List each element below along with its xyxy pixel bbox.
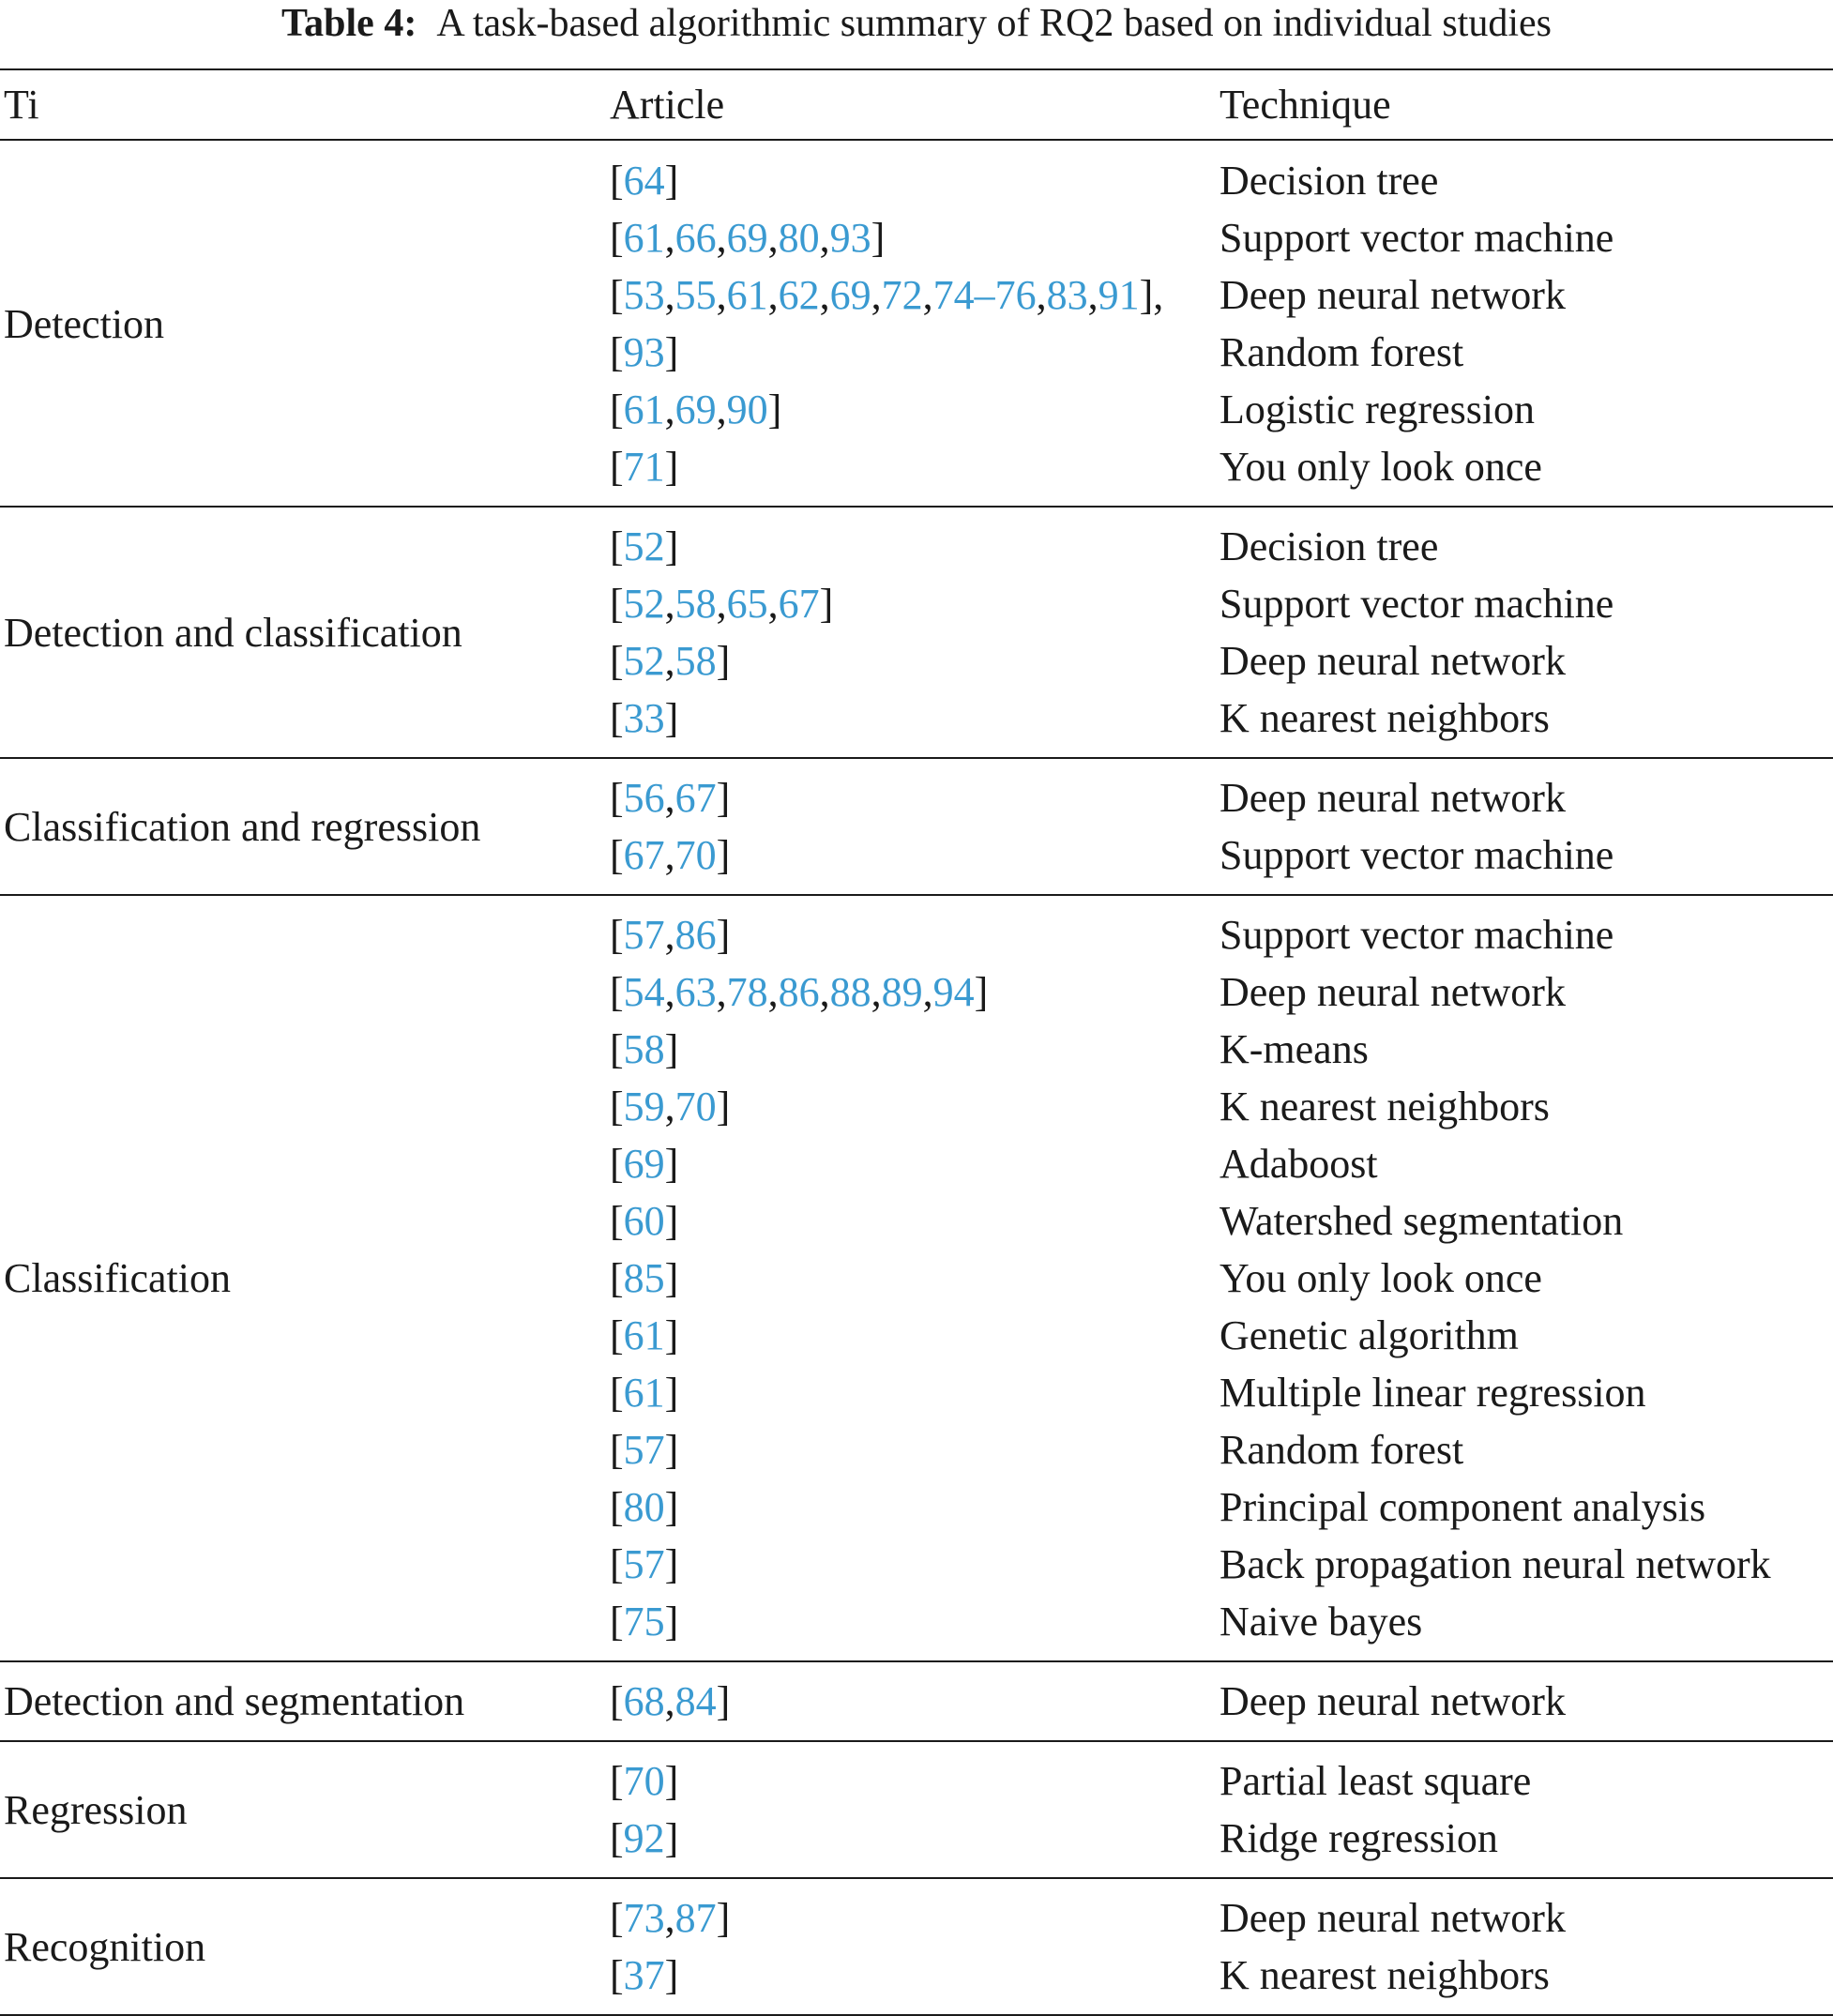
bracket-close: ] <box>716 1895 731 1941</box>
technique-cell: Logistic regression <box>1219 387 1536 432</box>
group-rule <box>0 894 1833 896</box>
group-rule <box>0 757 1833 759</box>
ref-separator: , <box>664 1678 675 1724</box>
technique-cell: Principal component analysis <box>1219 1484 1706 1530</box>
article-refs <box>610 152 678 209</box>
table-caption-text: A task-based algorithmic summary of RQ2 based on individual studies <box>436 2 1552 45</box>
ref-separator: , <box>664 969 675 1015</box>
bracket-close: ] <box>819 581 834 627</box>
ref-separator: , <box>767 581 779 627</box>
bracket-open: [ <box>610 215 624 261</box>
bracket-open: [ <box>610 1427 624 1473</box>
reference-link[interactable]: 61 <box>726 272 768 318</box>
bracket-close: ] <box>716 1084 731 1129</box>
reference-link[interactable]: 84 <box>674 1678 717 1724</box>
bracket-open: [ <box>610 1370 624 1416</box>
reference-link[interactable]: 64 <box>623 158 665 204</box>
reference-link[interactable]: 61 <box>623 215 665 261</box>
bracket-open: [ <box>610 1541 624 1587</box>
reference-link[interactable]: 61 <box>623 1312 665 1358</box>
technique-cell: Support vector machine <box>1219 832 1614 878</box>
bracket-close: ] <box>767 387 782 432</box>
ref-separator: , <box>664 1895 675 1941</box>
ref-separator: , <box>664 215 675 261</box>
article-refs <box>610 1536 678 1593</box>
article-refs <box>610 575 833 632</box>
reference-link[interactable]: 52 <box>623 638 665 684</box>
bracket-close: ] <box>664 523 679 569</box>
task-cell: Recognition <box>4 1923 206 1970</box>
technique-cell: Support vector machine <box>1219 581 1614 627</box>
reference-link[interactable]: 69 <box>829 272 871 318</box>
reference-link[interactable]: 90 <box>726 387 768 432</box>
reference-link[interactable]: 60 <box>623 1198 665 1244</box>
reference-link[interactable]: 70 <box>674 1084 717 1129</box>
article-refs <box>610 209 885 266</box>
article-refs <box>610 769 730 826</box>
bracket-close: ] <box>664 1484 679 1530</box>
bracket-close: ] <box>664 1255 679 1301</box>
bracket-close: ] <box>664 1758 679 1804</box>
reference-link[interactable]: 53 <box>623 272 665 318</box>
ref-separator: , <box>871 969 882 1015</box>
task-cell: Detection and segmentation <box>4 1678 465 1724</box>
header-technique: Technique <box>1219 82 1391 128</box>
group-rule <box>0 1740 1833 1742</box>
technique-cell: Watershed segmentation <box>1219 1198 1624 1244</box>
ref-separator: , <box>922 969 933 1015</box>
technique-cell: Naive bayes <box>1219 1599 1423 1645</box>
technique-cell: Deep neural network <box>1219 1678 1566 1724</box>
bracket-open: [ <box>610 1141 624 1187</box>
ref-separator: , <box>819 272 830 318</box>
reference-link[interactable]: 54 <box>623 969 665 1015</box>
reference-link[interactable]: 68 <box>623 1678 665 1724</box>
reference-link[interactable]: 58 <box>674 638 717 684</box>
reference-link[interactable]: 85 <box>623 1255 665 1301</box>
technique-cell: K nearest neighbors <box>1219 1952 1550 1998</box>
article-refs <box>610 438 678 495</box>
article-refs <box>610 266 1163 324</box>
reference-link[interactable]: 67 <box>674 775 717 821</box>
bracket-close: ] <box>664 1198 679 1244</box>
reference-link[interactable]: 61 <box>623 1370 665 1416</box>
ref-separator: , <box>716 969 727 1015</box>
table-caption <box>0 0 1833 47</box>
reference-link[interactable]: 37 <box>623 1952 665 1998</box>
technique-cell: Random forest <box>1219 1427 1464 1473</box>
bracket-open: [ <box>610 1599 624 1645</box>
bracket-close: ] <box>974 969 989 1015</box>
bracket-close: ] <box>664 695 679 741</box>
bracket-close: ] <box>716 638 731 684</box>
reference-link[interactable]: 67 <box>778 581 820 627</box>
bracket-open: [ <box>610 1084 624 1129</box>
bracket-open: [ <box>610 272 624 318</box>
reference-link[interactable]: 91 <box>1098 272 1140 318</box>
technique-cell: Random forest <box>1219 329 1464 375</box>
bracket-close: ] <box>716 912 731 958</box>
article-refs <box>610 1810 678 1867</box>
technique-cell: K nearest neighbors <box>1219 1084 1550 1129</box>
reference-link[interactable]: 92 <box>623 1815 665 1861</box>
bracket-open: [ <box>610 1895 624 1941</box>
technique-cell: Deep neural network <box>1219 969 1566 1015</box>
reference-link[interactable]: 55 <box>674 272 717 318</box>
ref-separator: , <box>819 969 830 1015</box>
bracket-open: [ <box>610 969 624 1015</box>
reference-link[interactable]: 65 <box>726 581 768 627</box>
reference-link[interactable]: 69 <box>623 1141 665 1187</box>
technique-cell: Support vector machine <box>1219 215 1614 261</box>
reference-link[interactable]: 86 <box>674 912 717 958</box>
ref-separator: , <box>664 912 675 958</box>
technique-cell: Support vector machine <box>1219 912 1614 958</box>
article-refs <box>610 906 730 963</box>
task-cell: Detection and classification <box>4 609 462 656</box>
ref-separator: , <box>767 272 779 318</box>
article-refs <box>610 1078 730 1135</box>
reference-link[interactable]: 67 <box>623 832 665 878</box>
task-cell: Classification <box>4 1255 231 1301</box>
ref-separator: , <box>1087 272 1098 318</box>
bracket-open: [ <box>610 1255 624 1301</box>
technique-cell: Decision tree <box>1219 158 1439 204</box>
bracket-close: ], <box>1139 272 1164 318</box>
reference-link[interactable]: 69 <box>726 215 768 261</box>
reference-link[interactable]: 58 <box>674 581 717 627</box>
ref-separator: , <box>871 272 882 318</box>
bracket-close: ] <box>664 1541 679 1587</box>
technique-cell: You only look once <box>1219 1255 1542 1301</box>
article-refs <box>610 518 678 575</box>
bracket-open: [ <box>610 523 624 569</box>
reference-link[interactable]: 89 <box>881 969 923 1015</box>
bracket-open: [ <box>610 775 624 821</box>
article-refs <box>610 632 730 690</box>
bracket-open: [ <box>610 329 624 375</box>
table-top-rule <box>0 68 1833 70</box>
reference-link[interactable]: 52 <box>623 523 665 569</box>
technique-cell: K nearest neighbors <box>1219 695 1550 741</box>
header-task: Ti <box>4 82 39 128</box>
bracket-open: [ <box>610 444 624 490</box>
bracket-close: ] <box>664 1952 679 1998</box>
reference-link[interactable]: 52 <box>623 581 665 627</box>
bracket-close: ] <box>664 1312 679 1358</box>
reference-link[interactable]: 93 <box>623 329 665 375</box>
technique-cell: Genetic algorithm <box>1219 1312 1519 1358</box>
article-refs <box>610 1250 678 1307</box>
technique-cell: Ridge regression <box>1219 1815 1498 1861</box>
reference-link[interactable]: 61 <box>623 387 665 432</box>
reference-link[interactable]: 87 <box>674 1895 717 1941</box>
bracket-close: ] <box>664 1599 679 1645</box>
technique-cell: Deep neural network <box>1219 272 1566 318</box>
task-cell: Classification and regression <box>4 803 481 850</box>
article-refs <box>610 1192 678 1250</box>
article-refs <box>610 690 678 747</box>
reference-link[interactable]: 33 <box>623 695 665 741</box>
reference-link[interactable]: 93 <box>829 215 871 261</box>
ref-separator: , <box>767 215 779 261</box>
table-caption-label: Table 4: <box>281 2 417 45</box>
group-rule <box>0 1877 1833 1879</box>
article-refs <box>610 963 988 1021</box>
reference-link[interactable]: 63 <box>674 969 717 1015</box>
bracket-open: [ <box>610 1312 624 1358</box>
ref-separator: , <box>664 581 675 627</box>
task-cell: Regression <box>4 1786 188 1833</box>
group-rule <box>0 1660 1833 1662</box>
bracket-close: ] <box>716 1678 731 1724</box>
reference-link[interactable]: 62 <box>778 272 820 318</box>
article-refs <box>610 1593 678 1650</box>
reference-link[interactable]: 56 <box>623 775 665 821</box>
article-refs <box>610 1307 678 1364</box>
reference-link[interactable]: 58 <box>623 1026 665 1072</box>
group-rule <box>0 506 1833 508</box>
reference-link[interactable]: 94 <box>932 969 975 1015</box>
bracket-close: ] <box>716 832 731 878</box>
bracket-close: ] <box>871 215 886 261</box>
header-article: Article <box>610 82 725 128</box>
technique-cell: Deep neural network <box>1219 775 1566 821</box>
reference-link[interactable]: 83 <box>1046 272 1088 318</box>
bracket-close: ] <box>664 329 679 375</box>
bracket-close: ] <box>664 1370 679 1416</box>
ref-separator: , <box>1036 272 1047 318</box>
ref-separator: , <box>819 215 830 261</box>
technique-cell: Back propagation neural network <box>1219 1541 1771 1587</box>
bracket-open: [ <box>610 695 624 741</box>
ref-separator: , <box>664 775 675 821</box>
bracket-open: [ <box>610 1758 624 1804</box>
bracket-open: [ <box>610 638 624 684</box>
reference-link[interactable]: 66 <box>674 215 717 261</box>
reference-link[interactable]: 80 <box>623 1484 665 1530</box>
bracket-close: ] <box>664 158 679 204</box>
reference-link[interactable]: 72 <box>881 272 923 318</box>
task-cell: Detection <box>4 300 165 347</box>
reference-link[interactable]: 88 <box>829 969 871 1015</box>
article-refs <box>610 1135 678 1192</box>
technique-cell: Decision tree <box>1219 523 1439 569</box>
article-refs <box>610 1673 730 1730</box>
article-refs <box>610 1752 678 1810</box>
article-refs <box>610 1947 678 2004</box>
article-refs <box>610 381 781 438</box>
bracket-close: ] <box>664 1427 679 1473</box>
reference-link[interactable]: 57 <box>623 1541 665 1587</box>
article-refs <box>610 1021 678 1078</box>
reference-link[interactable]: 57 <box>623 912 665 958</box>
technique-cell: Adaboost <box>1219 1141 1378 1187</box>
bracket-open: [ <box>610 1678 624 1724</box>
reference-link[interactable]: 71 <box>623 444 665 490</box>
article-refs <box>610 324 678 381</box>
header-rule <box>0 139 1833 141</box>
ref-separator: , <box>716 387 727 432</box>
bracket-open: [ <box>610 912 624 958</box>
technique-cell: You only look once <box>1219 444 1542 490</box>
reference-link[interactable]: 73 <box>623 1895 665 1941</box>
bracket-open: [ <box>610 158 624 204</box>
ref-separator: , <box>716 215 727 261</box>
technique-cell: K-means <box>1219 1026 1369 1072</box>
bracket-close: ] <box>664 1815 679 1861</box>
bracket-close: ] <box>716 775 731 821</box>
reference-link[interactable]: 86 <box>778 969 820 1015</box>
bracket-close: ] <box>664 444 679 490</box>
article-refs <box>610 1364 678 1421</box>
reference-link[interactable]: 69 <box>674 387 717 432</box>
bracket-open: [ <box>610 1815 624 1861</box>
article-refs <box>610 1889 730 1947</box>
ref-separator: , <box>664 638 675 684</box>
ref-separator: , <box>716 581 727 627</box>
reference-link[interactable]: 78 <box>726 969 768 1015</box>
bracket-open: [ <box>610 1484 624 1530</box>
ref-separator: , <box>664 387 675 432</box>
bracket-close: ] <box>664 1141 679 1187</box>
reference-link[interactable]: 80 <box>778 215 820 261</box>
technique-cell: Deep neural network <box>1219 1895 1566 1941</box>
reference-link[interactable]: 74–76 <box>932 272 1037 318</box>
bracket-open: [ <box>610 387 624 432</box>
ref-separator: , <box>664 832 675 878</box>
technique-cell: Partial least square <box>1219 1758 1532 1804</box>
reference-link[interactable]: 57 <box>623 1427 665 1473</box>
bracket-open: [ <box>610 1198 624 1244</box>
article-refs <box>610 1478 678 1536</box>
technique-cell: Deep neural network <box>1219 638 1566 684</box>
ref-separator: , <box>664 1084 675 1129</box>
ref-separator: , <box>922 272 933 318</box>
ref-separator: , <box>767 969 779 1015</box>
article-refs <box>610 1421 678 1478</box>
bracket-open: [ <box>610 1026 624 1072</box>
bracket-open: [ <box>610 581 624 627</box>
reference-link[interactable]: 75 <box>623 1599 665 1645</box>
reference-link[interactable]: 59 <box>623 1084 665 1129</box>
bracket-open: [ <box>610 832 624 878</box>
reference-link[interactable]: 70 <box>623 1758 665 1804</box>
ref-separator: , <box>664 272 675 318</box>
technique-cell: Multiple linear regression <box>1219 1370 1646 1416</box>
bracket-close: ] <box>664 1026 679 1072</box>
bracket-open: [ <box>610 1952 624 1998</box>
article-refs <box>610 826 730 884</box>
ref-separator: , <box>716 272 727 318</box>
reference-link[interactable]: 70 <box>674 832 717 878</box>
